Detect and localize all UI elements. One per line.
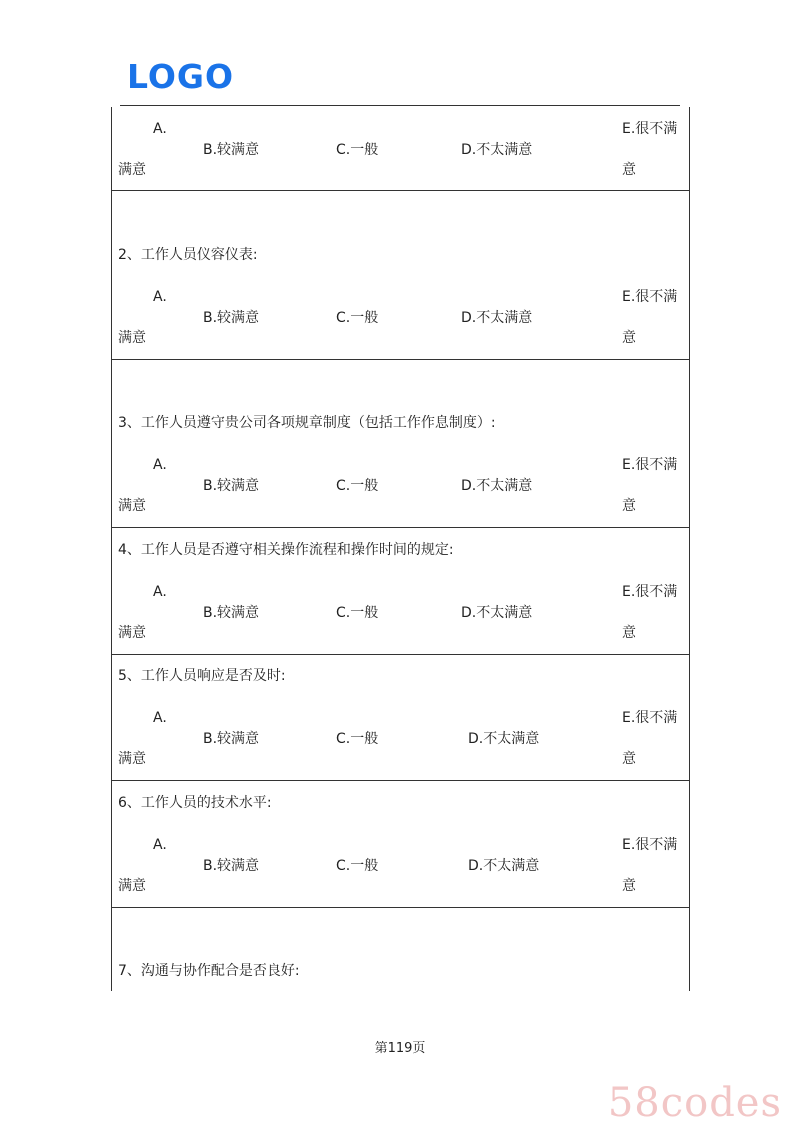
option-e-line1: E.很不满 bbox=[622, 457, 678, 473]
option-d: D.不太满意 bbox=[468, 858, 540, 874]
table-border-left bbox=[111, 107, 112, 991]
option-a-prefix: A. bbox=[153, 710, 167, 726]
question-3: 3、工作人员遵守贵公司各项规章制度（包括工作作息制度）: bbox=[118, 415, 496, 431]
logo: LOGO bbox=[127, 57, 235, 96]
option-c: C.一般 bbox=[336, 605, 379, 621]
header-rule bbox=[120, 105, 680, 106]
option-b: B.较满意 bbox=[203, 142, 260, 158]
question-4: 4、工作人员是否遵守相关操作流程和操作时间的规定: bbox=[118, 542, 454, 558]
option-d: D.不太满意 bbox=[461, 478, 533, 494]
watermark: 58codes bbox=[607, 1080, 782, 1126]
row-divider bbox=[111, 780, 689, 781]
option-d: D.不太满意 bbox=[461, 605, 533, 621]
option-a-prefix: A. bbox=[153, 457, 167, 473]
row-divider bbox=[111, 190, 689, 191]
option-a-prefix: A. bbox=[153, 837, 167, 853]
option-a-suffix: 满意 bbox=[118, 751, 146, 767]
option-d: D.不太满意 bbox=[461, 310, 533, 326]
option-e-line2: 意 bbox=[622, 330, 636, 346]
option-e-line2: 意 bbox=[622, 498, 636, 514]
question-7: 7、沟通与协作配合是否良好: bbox=[118, 963, 300, 979]
row-divider bbox=[111, 654, 689, 655]
option-b: B.较满意 bbox=[203, 858, 260, 874]
option-e-line1: E.很不满 bbox=[622, 121, 678, 137]
option-a-prefix: A. bbox=[153, 289, 167, 305]
question-5: 5、工作人员响应是否及时: bbox=[118, 668, 286, 684]
option-e-line2: 意 bbox=[622, 751, 636, 767]
option-b: B.较满意 bbox=[203, 731, 260, 747]
option-c: C.一般 bbox=[336, 142, 379, 158]
option-b: B.较满意 bbox=[203, 605, 260, 621]
option-e-line1: E.很不满 bbox=[622, 584, 678, 600]
option-a-prefix: A. bbox=[153, 121, 167, 137]
option-e-line1: E.很不满 bbox=[622, 710, 678, 726]
option-a-suffix: 满意 bbox=[118, 878, 146, 894]
option-e-line2: 意 bbox=[622, 878, 636, 894]
row-divider bbox=[111, 527, 689, 528]
option-c: C.一般 bbox=[336, 310, 379, 326]
page-number: 第119页 bbox=[374, 1041, 426, 1056]
option-a-suffix: 满意 bbox=[118, 162, 146, 178]
option-a-prefix: A. bbox=[153, 584, 167, 600]
option-c: C.一般 bbox=[336, 731, 379, 747]
option-a-suffix: 满意 bbox=[118, 330, 146, 346]
row-divider bbox=[111, 907, 689, 908]
table-border-right bbox=[689, 107, 690, 991]
option-d: D.不太满意 bbox=[468, 731, 540, 747]
question-2: 2、工作人员仪容仪表: bbox=[118, 247, 258, 263]
option-e-line2: 意 bbox=[622, 162, 636, 178]
option-c: C.一般 bbox=[336, 478, 379, 494]
question-6: 6、工作人员的技术水平: bbox=[118, 795, 272, 811]
option-c: C.一般 bbox=[336, 858, 379, 874]
option-b: B.较满意 bbox=[203, 478, 260, 494]
option-a-suffix: 满意 bbox=[118, 498, 146, 514]
option-d: D.不太满意 bbox=[461, 142, 533, 158]
option-e-line1: E.很不满 bbox=[622, 837, 678, 853]
option-a-suffix: 满意 bbox=[118, 625, 146, 641]
option-e-line2: 意 bbox=[622, 625, 636, 641]
option-b: B.较满意 bbox=[203, 310, 260, 326]
row-divider bbox=[111, 359, 689, 360]
option-e-line1: E.很不满 bbox=[622, 289, 678, 305]
